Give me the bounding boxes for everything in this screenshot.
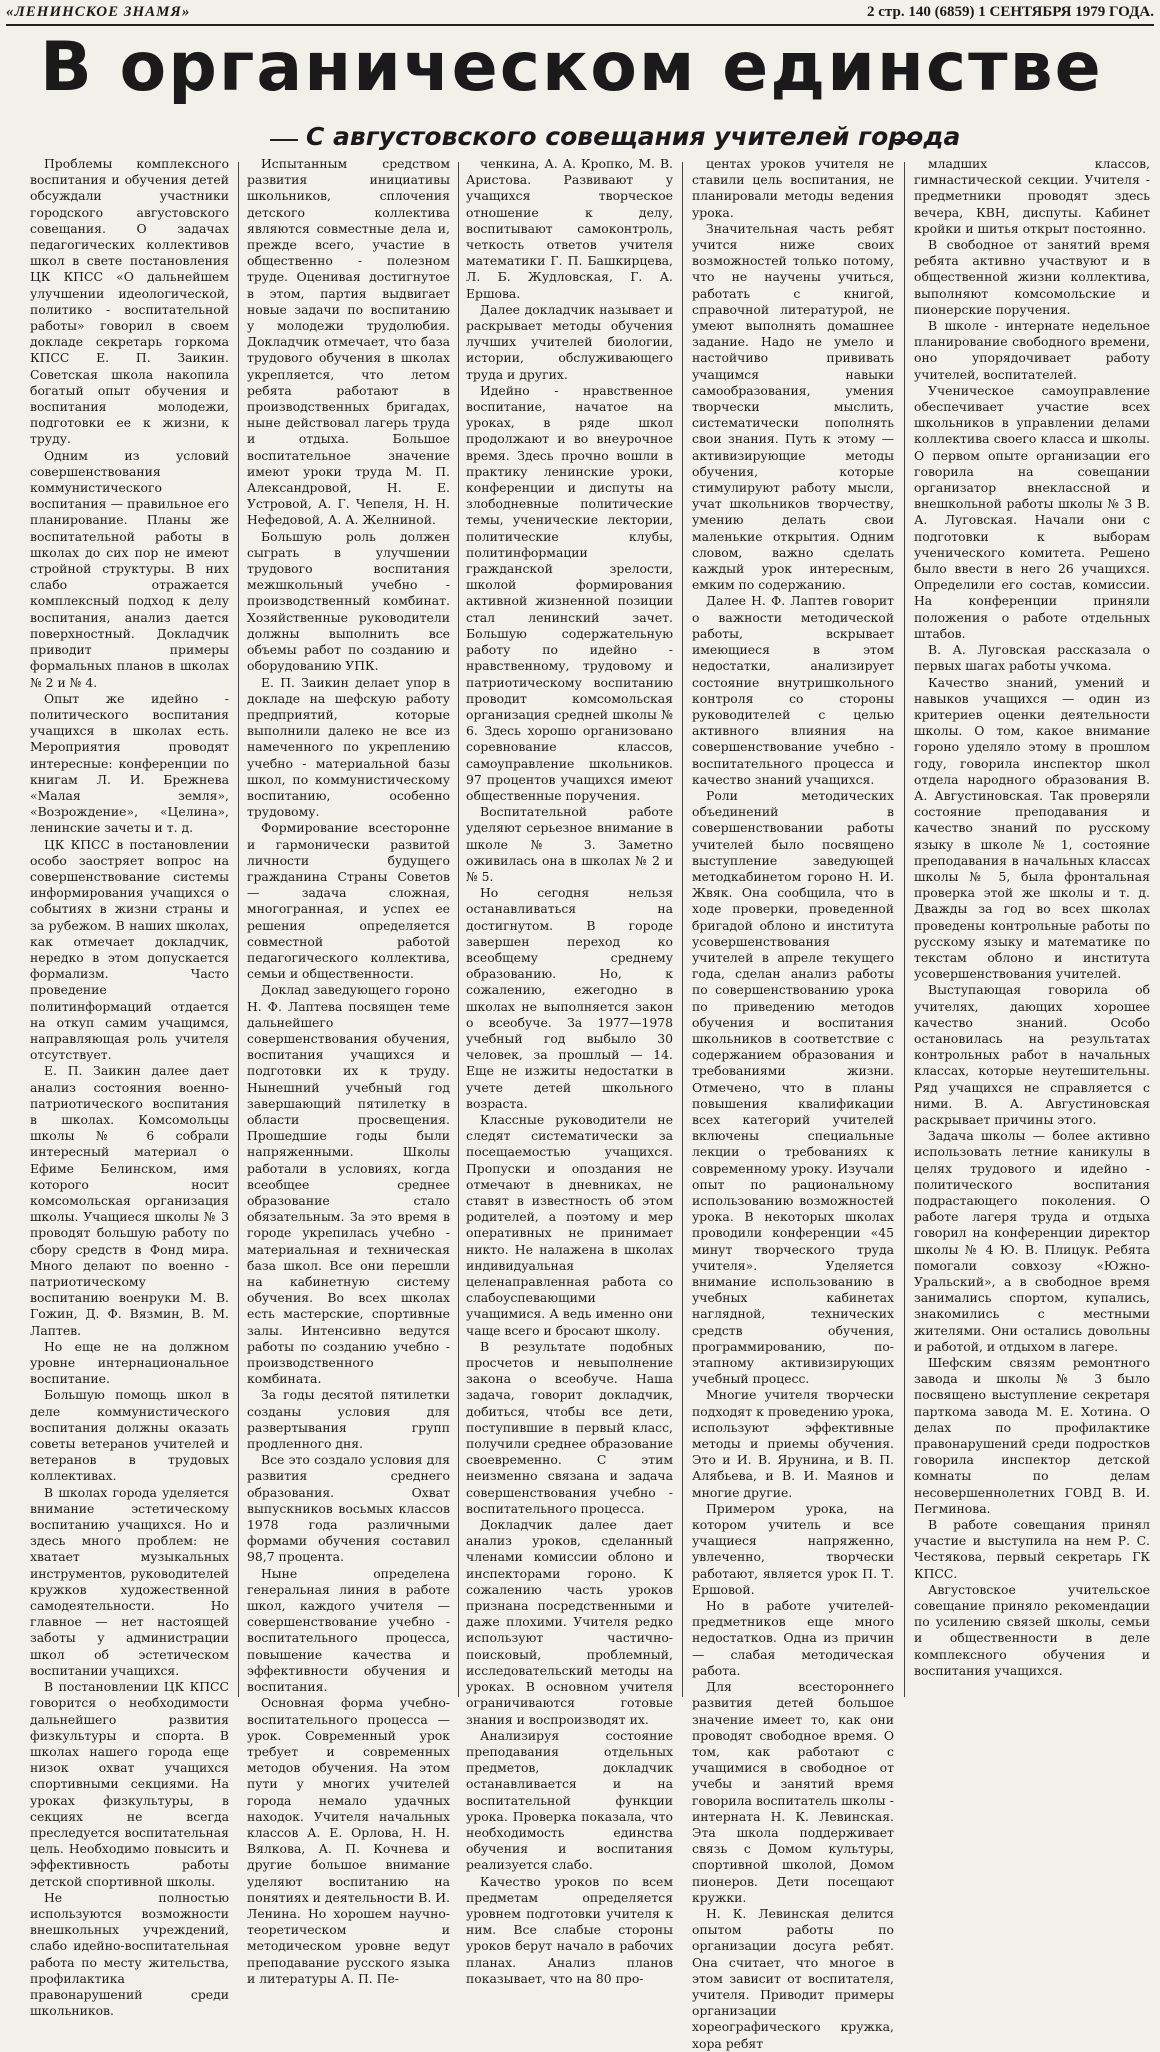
article-paragraph: Н. К. Левинская делится опытом работы по организации досуга ребят. Она считает, что многое в этом зависит от воспитателя, учителя. Приводит примеры организации хореографического кружка, хора ребят (692, 1905, 894, 2051)
article-paragraph: В школах города уделяется внимание эстетическому воспитанию учащихся. Но и здесь много проблем: не хватает музыкальных инструментов, руководителей кружков художественной самодеятельности. Но главное — нет настоящей заботы у администрации школ об эстетическом воспитании учащихся. (30, 1484, 229, 1678)
article-paragraph: За годы десятой пятилетки созданы условия для развертывания групп продленного дня. (247, 1387, 450, 1452)
article-paragraph: Ученическое самоуправление обеспечивает участие всех школьников в управлении делами коллектива своего класса и школы. О первом опыте организации его говорила на совещании организатор внеклассной и внешкольной работы школы № 3 В. А. Луговская. Начали они с подготовки к выборам ученического комитета. Решено было ввести в него 26 учащихся. Определили его состав, комиссии. На конференции приняли положения о работе отдельных штабов. (914, 382, 1150, 641)
article-paragraph: Одним из условий совершенствования коммунистического воспитания — правильное его планирование. Планы же воспитательной работы в школах до сих пор не имеют стройной структуры. В них слабо отражается комплексный подход к делу воспитания, анализ дается поверхностный. Докладчик приводит примеры формальных планов в школах № 2 и № 4. (30, 447, 229, 690)
article-paragraph: Испытанным средством развития инициативы школьников, сплочения детского коллектива являются совместные дела и, прежде всего, участие в общественно - полезном труде. Оценивая достигнутое в этом, партия выдвигает новые задачи по воспитанию у молодежи трудолюбия. Докладчик отмечает, что база трудового обучения в школах укрепляется, что летом ребята работают в производственных бригадах, ныне действовал лагерь труда и отдыха. Большое воспитательное значение имеют уроки труда М. П. Александровой, Н. Е. Устровой, А. Г. Чепеля, Н. Н. Нефедовой, А. А. Желниной. (247, 156, 450, 528)
article-paragraph: Далее докладчик называет и раскрывает методы обучения лучших учителей биологии, истории, обслуживающего труда и других. (466, 301, 673, 382)
article-column-2 (247, 156, 450, 1986)
article-paragraph: Роли методических объединений в совершенствовании работы учителей было посвящено выступление заведующей методкабинетом гороно Н. И. Жвяк. Она сообщила, что в ходе проверки, проведенной бригадой облоно и института усовершенствования учителей в апреле текущего года, сделан анализ работы по совершенствованию урока по приведению методов обучения и воспитания школьников в соответствие с содержанием образования и требованиями жизни. Отмечено, что в планы повышения квалификации всех категорий учителей включены специальные лекции о требованиях к современному уроку. Изучали опыт по рациональному использованию возможностей урока. В некоторых школах проводили конференции «45 минут творческого труда учителя». Уделяется внимание использованию в учебных кабинетах наглядной, технических средств обучения, программированию, по-этапному активизирующих учебный процесс. (692, 787, 894, 1387)
column-divider (904, 162, 905, 1697)
article-paragraph: Опыт же идейно - политического воспитания учащихся в школах есть. Мероприятия проводят интересные: конференции по книгам Л. И. Брежнева «Малая земля», «Возрождение», «Целина», ленинские зачеты и т. д. (30, 690, 229, 836)
article-paragraph: Для всестороннего развития детей большое значение имеет то, как они проводят свободное время. О том, как работают с учащимися в свободное от учебы и занятий время говорила воспитатель школы - интерната Н. К. Левинская. Эта школа поддерживает связь с Домом культуры, спортивной школой, Домом пионеров. Дети посещают кружки. (692, 1679, 894, 1905)
article-paragraph: Качество знаний, умений и навыков учащихся — один из критериев оценки деятельности школы. О том, какое внимание гороно уделяло этому в прошлом году, говорила инспектор школ отдела народного образования В. А. Августиновская. Так проверяли состояние преподавания и качество знаний по русскому языку в школе № 1, состояние преподавания в начальных классах школы № 5, была фронтальная проверка этой же школы и т. д. Дважды за год во всех школах проведены контрольные работы по русскому языку и математике по текстам облоно и института усовершенствования учителей. (914, 674, 1150, 982)
article-paragraph: Ныне определена генеральная линия в работе школ, каждого учителя — совершенствование учебно - воспитательного процесса, повышение качества и эффективности обучения и воспитания. (247, 1565, 450, 1695)
article-paragraph: В школе - интернате недельное планирование свободного времени, оно упорядочивает работу учителей, воспитателей. (914, 318, 1150, 382)
article-paragraph: Воспитательной работе уделяют серьезное внимание в школе № 3. Заметно оживилась она в школах № 2 и № 5. (466, 804, 673, 884)
article-paragraph: Все это создало условия для развития среднего образования. Охват выпускников восьмых классов 1978 года различными формами обучения составил 98,7 процента. (247, 1452, 450, 1565)
subheadline-rule-left (270, 139, 298, 141)
article-paragraph: ЦК КПСС в постановлении особо заостряет вопрос на совершенствование системы информирования учащихся о событиях в жизни страны и за рубежом. В наших школах, как отмечает докладчик, нередко в этом допускается формализм. Часто проведение политинформаций отдается на откуп самим учащимся, направляющая роль учителя отсутствует. (30, 836, 229, 1063)
article-paragraph: Доклад заведующего гороно Н. Ф. Лаптева посвящен теме дальнейшего совершенствования обучения, воспитания учащихся и подготовки их к труду. Нынешний учебный год завершающий пятилетку в области просвещения. Прошедшие годы были напряженными. Школы работали в условиях, когда всеобщее среднее образование стало обязательным. За это время в городе укрепилась учебно - материальная и техническая база школ. Все они перешли на кабинетную систему обучения. Во всех школах есть мастерские, спортивные залы. Интенсивно ведутся работы по созданию учебно - производственного комбината. (247, 982, 450, 1387)
article-paragraph: Е. П. Заикин далее дает анализ состояния военно-патриотического воспитания в школах. Комсомольцы школы № 6 собрали интересный материал о Ефиме Белинском, имя которого носит комсомольская организация школы. Учащиеся школы № 3 проводят большую работу по сбору средств в Фонд мира. Много делают по военно - патриотическому воспитанию военруки М. В. Гожин, Д. Ф. Вязмин, В. М. Лаптев. (30, 1063, 229, 1338)
article-column-5 (914, 156, 1150, 1704)
article-paragraph: В свободное от занятий время ребята активно участвуют и в общественной жизни коллектива, выполняют комсомольские и пионерские поручения. (914, 237, 1150, 317)
article-paragraph: В результате подобных просчетов и невыполнение закона о всеобуче. Наша задача, говорит докладчик, добиться, чтобы все дети, поступившие в первый класс, получили среднее образование своевременно. С этим неизменно связана и задача совершенствования учебно - воспитательного процесса. (466, 1338, 673, 1516)
column-divider (458, 162, 459, 1697)
article-paragraph: Выступающая говорила об учителях, дающих хорошее качество знаний. Особо остановилась на результатах контрольных работ в начальных классах, которые неутешительны. Ряд учащихся не справляется с ними. В. А. Августиновская раскрывает причины этого. (914, 982, 1150, 1127)
subheadline-row (270, 118, 961, 158)
article-paragraph: Большую помощь школ в деле коммунистического воспитания должны оказать советы ветеранов учителей и ветеранов в трудовых коллективах. (30, 1387, 229, 1484)
article-paragraph: Не полностью используются возможности внешкольных учреждений, слабо идейно-воспитательная работа по месту жительства, профилактика правонарушений среди школьников. (30, 1889, 229, 2019)
article-paragraph: младших классов, гимнастической секции. Учителя - предметники проводят здесь вечера, КВН, диспуты. Кабинет кройки и шитья открыт постоянно. (914, 156, 1150, 236)
article-paragraph: Далее Н. Ф. Лаптев говорит о важности методической работы, вскрывает имеющиеся в этом недостатки, анализирует состояние внутришкольного контроля со стороны руководителей с целью активного влияния на совершенствование учебно - воспитательного процесса и качество знаний учащихся. (692, 593, 894, 787)
article-paragraph: центах уроков учителя не ставили цель воспитания, не планировали методы ведения урока. (692, 156, 894, 220)
article-paragraph: Анализируя состояние преподавания отдельных предметов, докладчик останавливается и на воспитательной функции урока. Проверка показала, что необходимость единства обучения и воспитания реализуется слабо. (466, 1727, 673, 1873)
article-paragraph: Но в работе учителей-предметников еще много недостатков. Одна из причин — слабая методическая работа. (692, 1598, 894, 1678)
article-paragraph: В. А. Луговская рассказала о первых шагах работы учкома. (914, 642, 1150, 674)
article-paragraph: Примером урока, на котором учитель и все учащиеся напряженно, увлеченно, творчески работают, является урок П. Т. Ершовой. (692, 1500, 894, 1597)
article-column-3 (466, 156, 673, 1986)
article-headline: В органическом единстве (40, 28, 1103, 107)
article-paragraph: Идейно - нравственное воспитание, начатое на уроках, в ряде школ продолжают и во внеурочное время. Здесь прочно вошли в практику ленинские уроки, конференции и диспуты на злободневные политические темы, ученические лектории, политические клубы, политинформации гражданской зрелости, школой формирования активной жизненной позиции стал ленинский зачет. Большую содержательную работу по идейно - нравственному, трудовому и патриотическому воспитанию проводит комсомольская организация средней школы № 6. Здесь хорошо организовано соревнование классов, самоуправление школьников. 97 процентов учащихся имеют общественные поручения. (466, 382, 673, 803)
article-paragraph: ченкина, А. А. Кропко, М. В. Аристова. Развивают у учащихся творческое отношение к делу, воспитывают самоконтроль, четкость ответов учителя математики Г. П. Башкирцева, Л. Б. Жудловская, Г. А. Ершова. (466, 156, 673, 301)
masthead (6, 2, 1154, 26)
column-divider (238, 162, 239, 1697)
subheadline-rule-right (890, 139, 920, 141)
article-paragraph: Но сегодня нельзя останавливаться на достигнутом. В городе завершен переход ко всеобщему среднему образованию. Но, к сожалению, ежегодно в школах не выполняется закон о всеобуче. За 1977—1978 учебный год выбыло 30 человек, за прошлый — 14. Еще не изжиты недостатки в учете детей школьного возраста. (466, 885, 673, 1111)
article-paragraph: Основная форма учебно-воспитательного процесса — урок. Современный урок требует и современных методов обучения. На этом пути у многих учителей города немало удачных находок. Учителя начальных классов А. Е. Орлова, Н. Н. Вялкова, А. П. Кочнева и другие большое внимание уделяют воспитанию на понятиях и деятельности В. И. Ленина. Но хорошем научно-теоретическом и методическом уровне ведут преподавание русского языка и литературы А. П. Пе- (247, 1695, 450, 1986)
article-subheadline: С августовского совещания учителей города (306, 122, 961, 151)
article-column-4 (692, 156, 894, 2051)
article-paragraph: Августовское учительское совещание приняло рекомендации по усилению связей школы, семьи и общественности в деле комплексного обучения и воспитания учащихся. (914, 1581, 1150, 1678)
issue-info: 2 стр. 140 (6859) 1 СЕНТЯБРЯ 1979 ГОДА. (867, 4, 1154, 20)
article-paragraph: Докладчик далее дает анализ уроков, сделанный членами комиссии облоно и инспекторами гороно. К сожалению часть уроков признана посредственными и даже плохими. Учителя редко используют частично-поисковый, проблемный, исследовательский методы на уроках. В основном учителя ограничиваются готовые знания и воспроизводят их. (466, 1517, 673, 1727)
newspaper-name: «ЛЕНИНСКОЕ ЗНАМЯ» (6, 4, 191, 20)
article-paragraph: Проблемы комплексного воспитания и обучения детей обсуждали участники городского августовского совещания. О задачах педагогических коллективов школ в свете постановления ЦК КПСС «О дальнейшем улучшении идеологической, политико - воспитательной работы» говорил в своем докладе секретарь горкома КПСС Е. П. Заикин. Советская школа накопила богатый опыт обучения и воспитания молодежи, подготовки ее к жизни, к труду. (30, 156, 229, 447)
article-column-1 (30, 156, 229, 2019)
article-paragraph: В работе совещания принял участие и выступила на нем Р. С. Честякова, первый секретарь ГК КПСС. (914, 1517, 1150, 1581)
article-paragraph: Шефским связям ремонтного завода и школы № 3 было посвящено выступление секретаря парткома завода М. Е. Хотина. О делах по профилактике правонарушений среди подростков говорила инспектор детской комнаты по делам несовершеннолетних ГОВД В. И. Пегминова. (914, 1355, 1150, 1516)
article-paragraph: Формирование всесторонне и гармонически развитой личности будущего гражданина Страны Советов — задача сложная, многогранная, и успех ее решения определяется совместной работой педагогического коллектива, семьи и общественности. (247, 820, 450, 982)
article-paragraph: Классные руководители не следят систематически за посещаемостью учащихся. Пропуски и опоздания не отмечают в дневниках, не ставят в известность об этом родителей, а поэтому и мер оперативных не принимает никто. Не налажена в школах индивидуальная целенаправленная работа со слабоуспевающими учащимися. А ведь именно они чаще всего и бросают школу. (466, 1111, 673, 1338)
article-paragraph: Значительная часть ребят учится ниже своих возможностей только потому, что не научены учиться, работать с книгой, справочной литературой, не умеют выполнять домашнее задание. Надо не умело и настойчиво прививать учащимся навыки самообразования, умения творчески мыслить, систематически пополнять свои знания. Путь к этому — активизирующие методы обучения, которые стимулируют работу мысли, учат школьников творчеству, умению делать свои маленькие открытия. Одним словом, важно сделать каждый урок интересным, емким по содержанию. (692, 220, 894, 593)
article-paragraph: В постановлении ЦК КПСС говорится о необходимости дальнейшего развития физкультуры и спорта. В школах нашего города еще низок охват учащихся спортивными секциями. На уроках физкультуры, в секциях не всегда преследуется воспитательная цель. Необходимо повысить и эффективность работы детской спортивной школы. (30, 1679, 229, 1889)
article-paragraph: Но еще не на должном уровне интернациональное воспитание. (30, 1338, 229, 1387)
column-divider (682, 162, 683, 1697)
article-paragraph: Е. П. Заикин делает упор в докладе на шефскую работу предприятий, которые выполнили далеко не все из намеченного по укреплению учебно - материальной базы школ, по коммунистическому воспитанию, особенно трудовому. (247, 674, 450, 820)
article-paragraph: Качество уроков по всем предметам определяется уровнем подготовки учителя к ним. Все слабые стороны уроков берут начало в рабочих планах. Анализ планов показывает, что на 80 про- (466, 1873, 673, 1986)
article-paragraph: Многие учителя творчески подходят к проведению урока, используют эффективные методы и приемы обучения. Это и И. В. Ярунина, и В. П. Алябьева, и В. И. Маянов и многие другие. (692, 1387, 894, 1500)
article-paragraph: Задача школы — более активно использовать летние каникулы в целях трудового и идейно - политического воспитания подрастающего поколения. О работе лагеря труда и отдыха говорил на конференции директор школы № 4 Ю. В. Плицук. Ребята помогали совхозу «Южно-Уральский», а в свободное время занимались спортом, купались, знакомились с местными жителями. Они остались довольны и работой, и отдыхом в лагере. (914, 1128, 1150, 1354)
article-paragraph: Большую роль должен сыграть в улучшении трудового воспитания межшкольный учебно - производственный комбинат. Хозяйственные руководители должны выполнить все объемы работ по созданию и оборудованию УПК. (247, 528, 450, 674)
